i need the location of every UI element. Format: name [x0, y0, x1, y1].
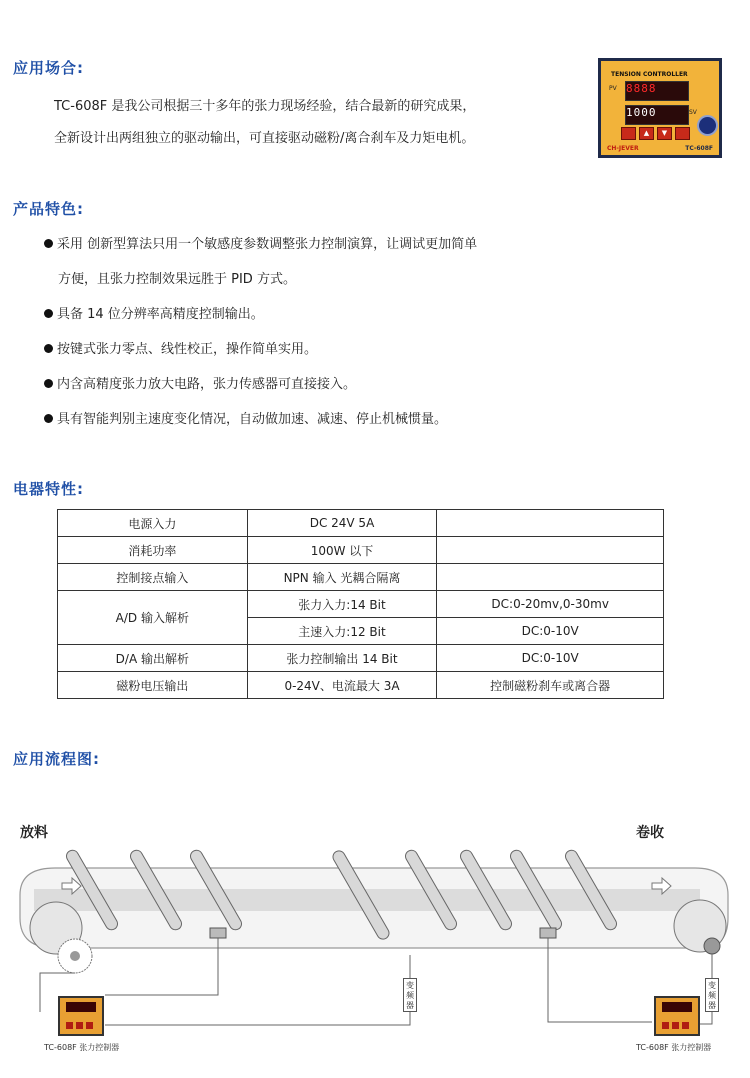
table-cell: 消耗功率 [58, 537, 248, 564]
controller-key [86, 1022, 93, 1029]
electrical-title: 电器特性: [13, 480, 84, 498]
bullet-icon [44, 239, 53, 248]
wire [700, 1012, 712, 1024]
table-cell: NPN 输入 光耦合隔离 [247, 564, 437, 591]
device-key-set [675, 127, 690, 140]
table-row [58, 672, 664, 699]
feature-item-1-cont: 方便，且张力控制效果远胜于 PID 方式。 [58, 272, 296, 287]
controller-key [76, 1022, 83, 1029]
flow-diagram [0, 800, 750, 1078]
application-title: 应用场合: [13, 59, 84, 77]
table-cell: 张力入力:14 Bit [247, 591, 437, 618]
table-cell: DC 24V 5A [247, 510, 437, 537]
features-title: 产品特色: [13, 200, 84, 218]
device-key-up: ▲ [639, 127, 654, 140]
table-cell: 磁粉电压输出 [58, 672, 248, 699]
bullet-icon [44, 379, 53, 388]
table-cell [437, 510, 664, 537]
device-model: TC-608F [685, 145, 713, 152]
motor-icon [704, 938, 720, 954]
table-cell: D/A 输出解析 [58, 645, 248, 672]
flow-svg [0, 800, 750, 1078]
brake-hub-icon [70, 951, 80, 961]
controller-caption-left: TC-608F 张力控制器 [44, 1043, 120, 1052]
tension-sensor-icon [210, 928, 226, 938]
vfd-box: 变频器 [403, 978, 417, 1012]
device-key-down: ▼ [657, 127, 672, 140]
table-cell: 张力控制输出 14 Bit [247, 645, 437, 672]
device-title: TENSION CONTROLLER [611, 71, 688, 78]
feature-item-4: 内含高精度张力放大电路，张力传感器可直接接入。 [44, 373, 356, 392]
table-cell: 0-24V、电流最大 3A [247, 672, 437, 699]
spec-table [57, 509, 664, 699]
device-key-1 [621, 127, 636, 140]
pv-label: PV [609, 85, 617, 92]
sv-label: SV [689, 109, 697, 116]
bullet-icon [44, 309, 53, 318]
controller-key [662, 1022, 669, 1029]
controller-screen [66, 1002, 96, 1012]
table-cell: DC:0-20mv,0-30mv [437, 591, 664, 618]
controller-key [672, 1022, 679, 1029]
wire [548, 938, 652, 1022]
controller-left [58, 996, 104, 1036]
table-cell: DC:0-10V [437, 618, 664, 645]
controller-right [654, 996, 700, 1036]
controller-key [682, 1022, 689, 1029]
rewind-label: 卷收 [636, 825, 664, 841]
table-row [58, 564, 664, 591]
table-cell [437, 537, 664, 564]
vfd-box: 变频器 [705, 978, 719, 1012]
wire [105, 1012, 410, 1025]
table-row [58, 591, 664, 618]
table-cell: 控制磁粉刹车或离合器 [437, 672, 664, 699]
controller-key [66, 1022, 73, 1029]
table-row [58, 537, 664, 564]
controller-screen [662, 1002, 692, 1012]
table-row [58, 510, 664, 537]
sv-display: 1000 [625, 105, 689, 125]
table-cell: 控制接点输入 [58, 564, 248, 591]
flow-title: 应用流程图: [13, 750, 100, 768]
table-cell: A/D 输入解析 [58, 591, 248, 645]
application-line-2: 全新设计出两组独立的驱动输出，可直接驱动磁粉/离合刹车及力矩电机。 [54, 131, 475, 146]
pv-display: 8888 [625, 81, 689, 101]
unwind-label: 放料 [20, 825, 48, 841]
table-cell: 100W 以下 [247, 537, 437, 564]
tension-sensor-icon [540, 928, 556, 938]
feature-item-1: 采用 创新型算法只用一个敏感度参数调整张力控制演算，让调试更加简单 [44, 233, 477, 252]
device-knob [697, 115, 718, 136]
table-cell: 电源入力 [58, 510, 248, 537]
application-line-1: TC-608F 是我公司根据三十多年的张力现场经验，结合最新的研究成果， [54, 99, 476, 114]
feature-item-2: 具备 14 位分辨率高精度控制输出。 [44, 303, 264, 322]
feature-item-5: 具有智能判别主速度变化情况，自动做加速、减速、停止机械惯量。 [44, 408, 447, 427]
bullet-icon [44, 414, 53, 423]
tension-controller-photo [598, 58, 722, 158]
device-brand: CH-JEVER [607, 145, 639, 152]
table-row [58, 645, 664, 672]
feature-item-3: 按键式张力零点、线性校正，操作简单实用。 [44, 338, 317, 357]
controller-caption-right: TC-608F 张力控制器 [636, 1043, 712, 1052]
table-cell [437, 564, 664, 591]
bullet-icon [44, 344, 53, 353]
table-cell: 主速入力:12 Bit [247, 618, 437, 645]
table-cell: DC:0-10V [437, 645, 664, 672]
